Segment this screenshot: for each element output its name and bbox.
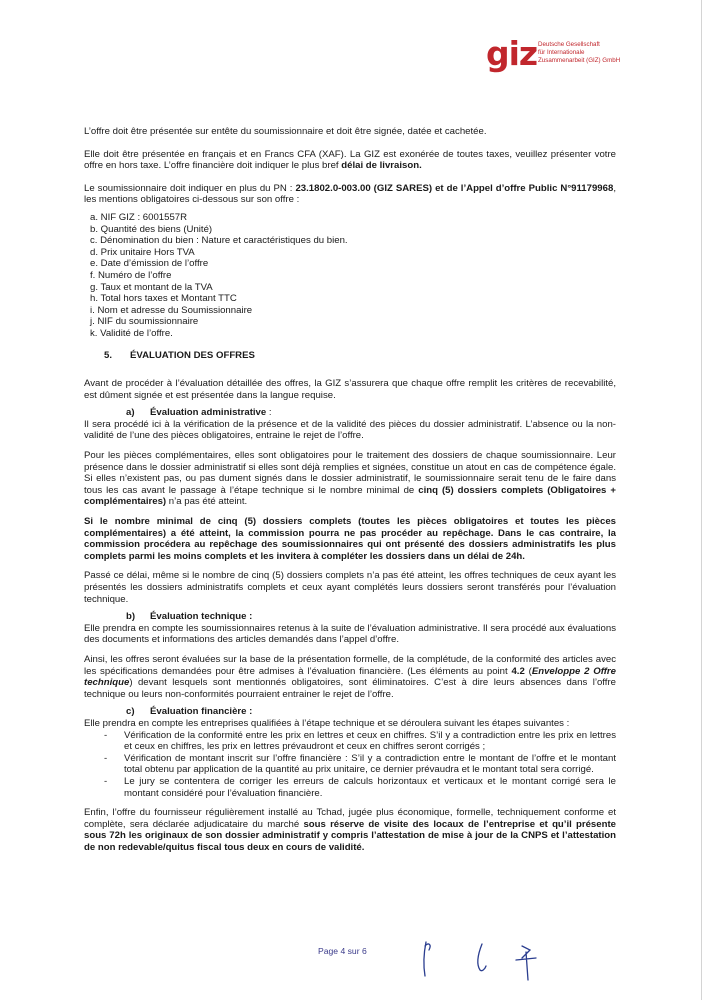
list-item-text: Vérification de la conformité entre les prix en lettres et ceux en chiffres. S’il y a contradiction entre les prix en lettres et ceux en chiffres, les prix en lettres prévaudront et ceux en chiffres seront corrigés ; bbox=[124, 729, 616, 753]
subheading-technique bbox=[84, 611, 616, 623]
paragraph-pn bbox=[84, 183, 616, 206]
dash-bullet: - bbox=[104, 752, 108, 764]
page-content bbox=[84, 126, 616, 853]
subheading-title: Évaluation technique : bbox=[150, 611, 253, 623]
initial-stroke bbox=[516, 946, 536, 980]
paragraph-tech-1: Elle prendra en compte les soumissionnaires retenus à la suite de l’évaluation administrative. Il sera procédé aux évaluations des documents et informations des articles demandés dans l’appel d’offre. bbox=[84, 622, 616, 646]
section-heading bbox=[84, 350, 616, 362]
text-run: Pour les pièces complémentaires, elles sont obligatoires pour le traitement des dossiers de chaque soumissionnaire. Leur présence dans le dossier administratif si elles sont déjà remplies et signées, constitue un atout en cas de compétence égale. Si elles n’existent pas, ou pas dument signés dans le dossier administratif, le soumissionnaire serait tenu de le faire dans tous les cas avant le passage à l’étape technique si le nombre minimal de bbox=[84, 450, 616, 496]
list-item: j. NIF du soumissionnaire bbox=[90, 316, 199, 328]
list-item: d. Prix unitaire Hors TVA bbox=[90, 246, 195, 258]
paragraph-final bbox=[84, 807, 616, 853]
scan-edge-line bbox=[701, 0, 702, 1000]
list-item-text: Le jury se contentera de corriger les erreurs de calculs horizontaux et verticaux et le montant corrigé sera le montant considéré pour l’évaluation financière. bbox=[124, 775, 616, 799]
list-item: c. Dénomination du bien : Nature et caractéristiques du bien. bbox=[90, 235, 348, 247]
text-run: ) devant lesquels sont mentionnés obligatoires, sont éliminatoires. C’est à dire leurs absences dans l’offre technique ou leurs non-conformités pourraient entrainer le rejet de l’offre. bbox=[84, 677, 616, 700]
list-item: h. Total hors taxes et Montant TTC bbox=[90, 293, 237, 305]
bold-run: Si le nombre minimal de cinq (5) dossiers complets (toutes les pièces obligatoires et toutes les pièces complémentaires) a été atteint, la commission pourra ne pas procéder au repêchage. Dans le cas contraire, la commission procédera au repêchage des soumissionnaires qui ont présenté des dossiers administratifs les plus complets parmi les moins complets et les invitera à compléter les dossiers dans un délai de 24h. bbox=[84, 516, 616, 562]
text-run: ( bbox=[524, 665, 532, 677]
dash-bullet: - bbox=[104, 729, 108, 741]
logo-line: Zusammenarbeit (GIZ) GmbH bbox=[538, 57, 621, 64]
list-item bbox=[84, 753, 616, 776]
list-item bbox=[84, 776, 616, 799]
paragraph-currency bbox=[84, 149, 616, 172]
subheading-letter: a) bbox=[126, 407, 135, 419]
mentions-list bbox=[84, 212, 616, 340]
paragraph-admin-3 bbox=[84, 516, 616, 562]
logo-line: Deutsche Gesellschaft bbox=[538, 41, 600, 48]
subheading-title: Évaluation administrative bbox=[150, 407, 267, 419]
logo-line: für Internationale bbox=[538, 49, 585, 56]
subheading-financiere bbox=[84, 706, 616, 718]
list-item: f. Numéro de l’offre bbox=[90, 269, 172, 281]
list-item bbox=[84, 730, 616, 753]
paragraph-admin-1: Il sera procédé ici à la vérification de la présence et de la validité des pièces du dossier administratif. L’absence ou la non-validité de l’une des pièces obligatoires, entraine le rejet de l’offre. bbox=[84, 418, 616, 442]
paragraph-admin-2 bbox=[84, 450, 616, 508]
subheading-letter: c) bbox=[126, 706, 135, 718]
paragraph-presentation: L’offre doit être présentée sur entête du soumissionnaire et doit être signée, datée et cachetée. bbox=[84, 126, 487, 137]
list-item: g. Taux et montant de la TVA bbox=[90, 281, 213, 293]
list-item-text: Vérification de montant inscrit sur l’offre financière : S’il y a contradiction entre le montant de l’offre et le montant total obtenu par application de la quantité au prix unitaire, ce dernier prévaudra et le montant total sera corrigé. bbox=[124, 752, 616, 776]
logo-mark: giz bbox=[486, 34, 538, 73]
initial-stroke bbox=[424, 942, 430, 976]
paragraph-admin-4: Passé ce délai, même si le nombre de cinq (5) dossiers complets n’a pas été atteint, les offres techniques de ceux ayant les présentés les dossiers administratifs complets et ceux ayant complétés leurs dossiers seront transférés pour l’évaluation technique. bbox=[84, 570, 616, 605]
page-number: Page 4 sur 6 bbox=[318, 946, 367, 956]
list-item: e. Date d’émission de l’offre bbox=[90, 258, 209, 270]
bold-italic-run: Enveloppe 2 Offre technique bbox=[84, 665, 616, 689]
list-item: b. Quantité des biens (Unité) bbox=[90, 223, 213, 235]
subheading-suffix: : bbox=[266, 407, 272, 419]
subheading-administrative bbox=[84, 407, 616, 419]
paragraph-intro: Avant de procéder à l’évaluation détaillée des offres, la GIZ s’assurera que chaque offre remplit les critères de recevabilité, est dûment signée et est présentée dans la langue requise. bbox=[84, 378, 616, 401]
bold-run: 4.2 bbox=[511, 665, 525, 677]
logo-text bbox=[538, 41, 658, 65]
bold-run: délai de livraison. bbox=[341, 160, 422, 172]
initial-stroke bbox=[478, 944, 486, 971]
text-run: n’a pas été atteint. bbox=[166, 496, 248, 508]
text-run: Le soumissionnaire doit indiquer en plus du PN : bbox=[84, 182, 296, 194]
bold-run: cinq (5) dossiers complets (Obligatoires + complémentaires) bbox=[84, 484, 616, 508]
section-number: 5. bbox=[104, 349, 113, 361]
list-item: a. NIF GIZ : 6001557R bbox=[90, 211, 188, 223]
bold-run: sous réserve de visite des locaux de l’entreprise et qu’il présente sous 72h les originaux de son dossier administratif y compris l’attestation de mise à jour de la CNPS et l’attestation de non redevable/quitus fiscal tous deux en cours de validité. bbox=[84, 818, 616, 853]
handwritten-initials bbox=[418, 936, 548, 986]
text-run: Enfin, l’offre du fournisseur régulièrement installé au Tchad, jugée plus économique, formelle, techniquement conforme et complète, sera déclarée adjudicataire du marché bbox=[84, 807, 616, 830]
list-item: k. Validité de l’offre. bbox=[90, 327, 173, 339]
text-run: Elle doit être présentée en français et en Francs CFA (XAF). La GIZ est exonérée de toutes taxes, veuillez présenter votre offre en hors taxe. L’offre financière doit indiquer le plus bref bbox=[84, 148, 616, 172]
text-run: Ainsi, les offres seront évaluées sur la base de la présentation formelle, de la complétude, de la conformité des articles avec les spécifications demandées pour être admises à l’évaluation financière. (Les éléments au point bbox=[84, 653, 616, 677]
paragraph-tech-2 bbox=[84, 654, 616, 700]
paragraph-fin-1: Elle prendra en compte les entreprises qualifiées à l’étape technique et se déroulera suivant les étapes suivantes : bbox=[84, 717, 570, 729]
dash-bullet: - bbox=[104, 775, 108, 787]
bold-run: 23.1802.0-003.00 (GIZ SARES) et de l’Appel d’offre Public N°91179968 bbox=[295, 182, 614, 194]
subheading-letter: b) bbox=[126, 611, 136, 623]
steps-list bbox=[84, 730, 616, 800]
list-item: i. Nom et adresse du Soumissionnaire bbox=[90, 304, 253, 316]
text-run: , les mentions obligatoires ci-dessous sur son offre : bbox=[84, 182, 616, 206]
subheading-title: Évaluation financière : bbox=[150, 706, 253, 718]
section-title: ÉVALUATION DES OFFRES bbox=[130, 349, 255, 361]
